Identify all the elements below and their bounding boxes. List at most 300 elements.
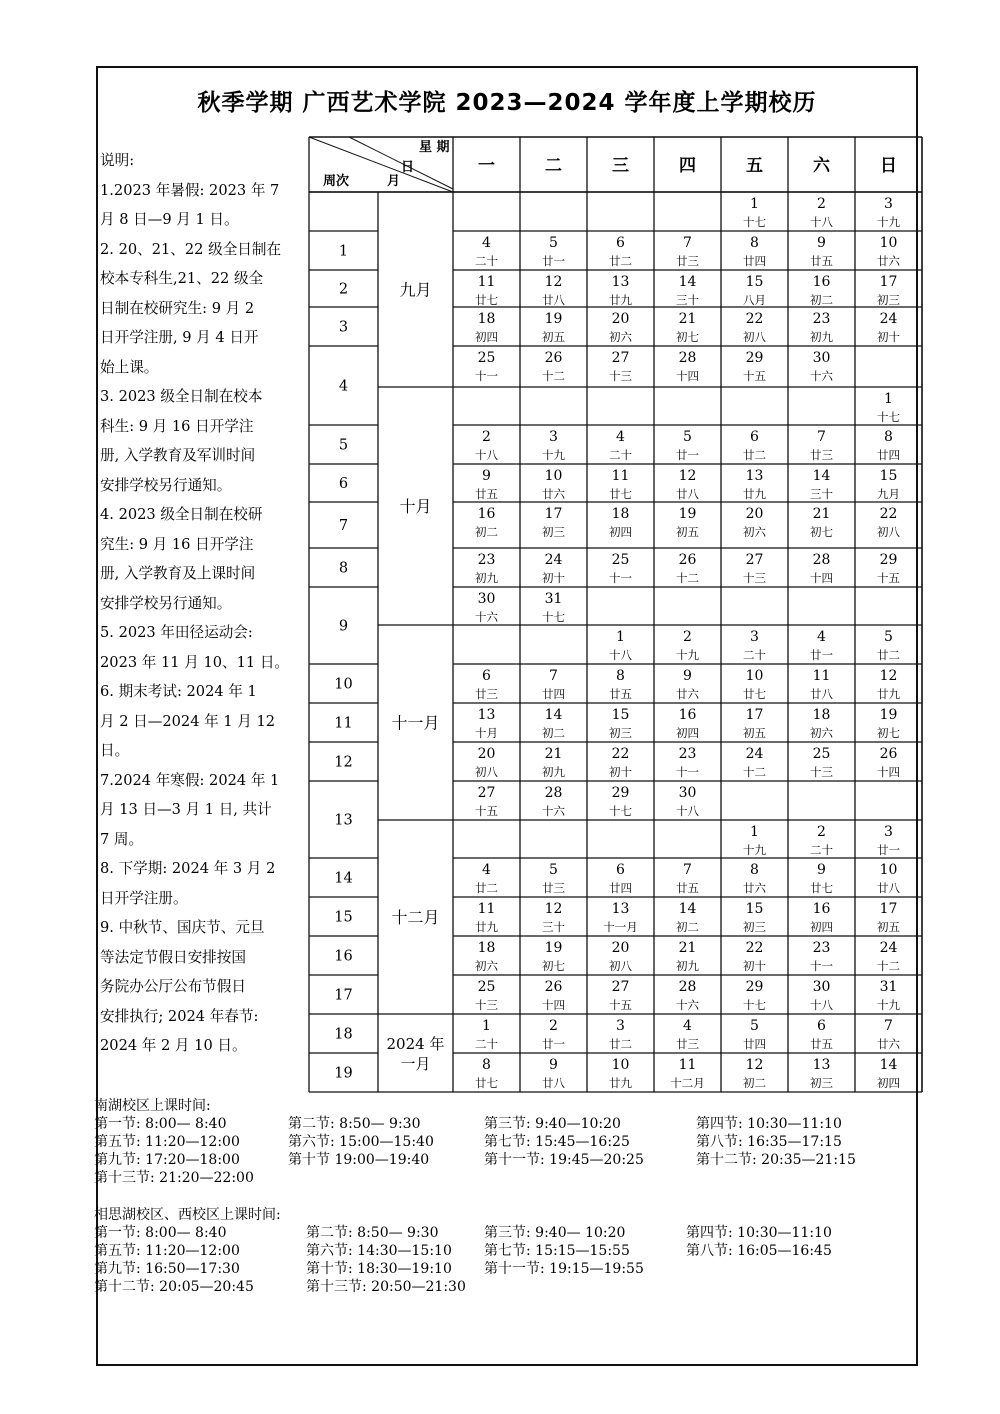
day-number: 14 [544,707,563,723]
day-number: 5 [549,235,558,251]
lunar-day: 廿四 [743,1037,766,1051]
day-number: 2 [817,824,826,840]
day-number: 25 [812,746,831,762]
note-line: 究生: 9 月 16 日开学注 [100,535,254,553]
note-line: 8. 下学期: 2024 年 3 月 2 [100,860,276,877]
day-number: 13 [611,901,630,917]
header-day-label: 日 [401,160,415,175]
lunar-day: 初三 [743,920,766,934]
day-number: 23 [812,311,831,327]
lunar-day: 初六 [475,959,498,973]
lunar-day: 廿六 [743,881,766,895]
day-number: 12 [544,901,563,917]
day-number: 12 [745,1057,764,1073]
day-number: 5 [884,629,893,645]
lunar-day: 廿四 [609,881,632,895]
note-line: 务院办公厅公布节假日 [100,978,246,995]
lunar-day: 廿八 [542,1076,565,1090]
note-line: 等法定节假日安排按国 [100,948,246,966]
weekday-header: 二 [545,156,562,176]
day-number: 28 [544,785,563,801]
lunar-day: 初四 [877,1076,900,1090]
week-number: 12 [334,754,353,771]
lunar-day: 廿三 [676,1037,699,1051]
lunar-day: 八月 [743,293,766,307]
day-number: 26 [678,552,697,568]
day-number: 23 [678,746,697,762]
lunar-day: 十一月 [603,920,638,934]
note-line: 安排学校另行通知。 [100,476,232,494]
lunar-day: 廿二 [475,881,498,895]
month-label: 十二月 [391,908,440,927]
note-line: 日开学注册。 [100,889,188,907]
schedule-item: 第四节: 10:30—11:10 [696,1116,842,1132]
week-number: 8 [338,560,349,577]
month-label: 十月 [399,497,432,516]
day-number: 17 [544,506,563,522]
lunar-day: 初四 [475,330,498,344]
lunar-day: 初五 [743,726,766,740]
day-number: 26 [544,350,563,366]
lunar-day: 十九 [877,998,900,1012]
lunar-day: 三十 [810,487,833,501]
lunar-day: 廿九 [475,920,498,934]
week-number: 13 [334,812,353,829]
day-number: 17 [745,707,764,723]
lunar-day: 十七 [743,998,766,1012]
lunar-day: 初二 [743,1076,766,1090]
note-line: 6. 期末考试: 2024 年 1 [100,683,257,700]
day-number: 2 [482,429,491,445]
day-number: 7 [683,862,692,878]
lunar-day: 初九 [542,765,565,779]
day-number: 31 [544,591,563,607]
weekday-header: 六 [813,156,830,176]
lunar-day: 廿七 [810,881,833,895]
day-number: 8 [750,235,759,251]
schedule-xiangsi-heading: 相思湖校区、西校区上课时间: [94,1207,281,1223]
day-number: 9 [482,468,491,484]
schedule-item: 第九节: 17:20—18:00 [94,1152,240,1168]
lunar-day: 初三 [542,525,565,539]
weekday-header: 一 [478,156,495,176]
header-weekday-label: 星 期 [419,140,450,155]
schedule-item: 第四节: 10:30—11:10 [686,1225,832,1241]
lunar-day: 十二月 [670,1076,705,1090]
lunar-day: 十三 [743,571,766,585]
lunar-day: 九月 [877,487,900,501]
day-number: 21 [678,311,697,327]
lunar-day: 十三 [810,765,833,779]
lunar-day: 初九 [475,571,498,585]
day-number: 29 [745,350,764,366]
day-number: 14 [812,468,831,484]
lunar-day: 廿四 [542,687,565,701]
lunar-day: 十七 [542,610,565,624]
week-number: 14 [334,870,353,887]
lunar-day: 初五 [676,525,699,539]
day-number: 14 [678,274,697,290]
lunar-day: 十五 [475,804,498,818]
note-line: 2024 年 2 月 10 日。 [100,1037,247,1054]
day-number: 3 [884,196,893,212]
week-number: 1 [338,243,349,260]
lunar-day: 廿五 [810,254,833,268]
day-number: 4 [482,235,491,251]
lunar-day: 初九 [676,959,699,973]
day-number: 14 [879,1057,898,1073]
lunar-day: 十六 [810,369,833,383]
lunar-day: 三十 [676,293,699,307]
schedule-item: 第八节: 16:35—17:15 [696,1134,842,1150]
week-number: 5 [338,437,349,454]
lunar-day: 廿一 [542,254,565,268]
lunar-day: 廿五 [676,881,699,895]
day-number: 14 [678,901,697,917]
day-number: 17 [879,901,898,917]
lunar-day: 廿八 [810,687,833,701]
day-number: 1 [750,824,759,840]
lunar-day: 初十 [743,959,766,973]
day-number: 16 [678,707,697,723]
week-number: 3 [338,319,349,336]
lunar-day: 廿七 [743,687,766,701]
note-line: 校本专科生,21、22 级全 [100,270,264,287]
schedule-item: 第一节: 8:00— 8:40 [94,1116,227,1132]
day-number: 27 [611,979,630,995]
lunar-day: 廿九 [743,487,766,501]
day-number: 28 [678,979,697,995]
schedule-item: 第五节: 11:20—12:00 [94,1243,240,1259]
day-number: 7 [884,1018,893,1034]
lunar-day: 十二 [676,571,699,585]
lunar-day: 初七 [676,330,699,344]
lunar-day: 十八 [810,998,833,1012]
day-number: 27 [611,350,630,366]
weekday-header: 四 [679,156,696,176]
lunar-day: 初六 [609,330,632,344]
week-number: 2 [338,281,349,298]
lunar-day: 初七 [877,726,900,740]
header-month-label: 月 [387,174,401,189]
day-number: 24 [879,940,898,956]
day-number: 30 [678,785,697,801]
schedule-item: 第三节: 9:40—10:20 [484,1116,621,1132]
day-number: 12 [879,668,898,684]
day-number: 25 [477,979,496,995]
note-line: 2. 20、21、22 级全日制在 [100,240,282,258]
day-number: 6 [616,235,625,251]
note-line: 4. 2023 级全日制在校研 [100,506,263,523]
lunar-day: 廿三 [475,687,498,701]
week-number: 18 [334,1026,353,1043]
weekday-header: 日 [880,156,897,176]
lunar-day: 初二 [475,525,498,539]
day-number: 8 [482,1057,491,1073]
week-number: 4 [338,378,349,395]
schedule-item: 第十节: 18:30—19:10 [306,1261,452,1277]
week-number: 16 [334,948,353,965]
day-number: 24 [745,746,764,762]
class-schedule [94,1098,904,1296]
lunar-day: 廿七 [475,1076,498,1090]
lunar-day: 廿三 [676,254,699,268]
day-number: 13 [477,707,496,723]
week-number: 10 [334,676,353,693]
day-number: 6 [482,668,491,684]
lunar-day: 初八 [877,525,900,539]
day-number: 21 [678,940,697,956]
day-number: 9 [683,668,692,684]
lunar-day: 初十 [877,330,900,344]
day-number: 27 [477,785,496,801]
lunar-day: 廿九 [609,293,632,307]
day-number: 4 [683,1018,692,1034]
lunar-day: 初八 [609,959,632,973]
day-number: 12 [678,468,697,484]
lunar-day: 廿六 [877,254,900,268]
day-number: 11 [477,274,496,290]
lunar-day: 初二 [810,293,833,307]
lunar-day: 廿四 [743,254,766,268]
lunar-day: 初四 [810,920,833,934]
schedule-nanhu-grid [94,1115,904,1187]
header-week-label: 周次 [323,174,350,189]
lunar-day: 廿二 [609,1037,632,1051]
lunar-day: 十九 [542,448,565,462]
day-number: 22 [745,940,764,956]
day-number: 10 [611,1057,630,1073]
day-number: 21 [812,506,831,522]
day-number: 5 [683,429,692,445]
note-line: 安排执行; 2024 年春节: [100,1007,259,1025]
day-number: 8 [750,862,759,878]
schedule-item: 第二节: 8:50— 9:30 [306,1225,439,1241]
lunar-day: 廿六 [676,687,699,701]
page-title: 秋季学期 广西艺术学院 2023—2024 学年度上学期校历 [197,90,817,116]
schedule-item: 第七节: 15:15—15:55 [484,1243,630,1259]
week-number: 17 [334,987,353,1004]
day-number: 29 [611,785,630,801]
lunar-day: 初二 [676,920,699,934]
note-line: 7 周。 [100,830,144,848]
lunar-day: 二十 [475,1037,498,1051]
day-number: 10 [879,862,898,878]
day-number: 25 [477,350,496,366]
day-number: 15 [745,901,764,917]
day-number: 1 [482,1018,491,1034]
lunar-day: 廿三 [542,881,565,895]
lunar-day: 十四 [676,369,699,383]
day-number: 3 [616,1018,625,1034]
day-number: 23 [812,940,831,956]
day-number: 2 [683,629,692,645]
day-number: 29 [745,979,764,995]
day-number: 22 [745,311,764,327]
lunar-day: 十六 [542,804,565,818]
lunar-day: 十八 [810,215,833,229]
day-number: 22 [879,506,898,522]
day-number: 21 [544,746,563,762]
day-number: 8 [616,668,625,684]
lunar-day: 初十 [542,571,565,585]
day-number: 16 [812,274,831,290]
day-number: 1 [750,196,759,212]
note-line: 2023 年 11 月 10、11 日。 [100,653,290,671]
day-number: 4 [482,862,491,878]
note-line: 月 8 日—9 月 1 日。 [100,211,239,228]
lunar-day: 十八 [475,448,498,462]
day-number: 1 [616,629,625,645]
lunar-day: 廿二 [877,648,900,662]
schedule-item: 第六节: 15:00—15:40 [288,1134,434,1150]
note-line: 册, 入学教育及军训时间 [100,447,256,464]
lunar-day: 十九 [676,648,699,662]
day-number: 9 [549,1057,558,1073]
day-number: 15 [879,468,898,484]
lunar-day: 十一 [609,571,632,585]
week-number: 9 [338,618,349,635]
lunar-day: 廿五 [810,1037,833,1051]
lunar-day: 十三 [475,998,498,1012]
lunar-day: 十九 [743,843,766,857]
day-number: 15 [611,707,630,723]
lunar-day: 廿七 [609,487,632,501]
note-line: 日开学注册, 9 月 4 日开 [100,329,259,346]
lunar-day: 初三 [810,1076,833,1090]
schedule-xiangsi [94,1207,904,1296]
day-number: 29 [879,552,898,568]
lunar-day: 初九 [810,330,833,344]
lunar-day: 廿九 [609,1076,632,1090]
day-number: 27 [745,552,764,568]
lunar-day: 初四 [609,525,632,539]
lunar-day: 十一 [475,369,498,383]
week-number: 15 [334,909,353,926]
schedule-item: 第八节: 16:05—16:45 [686,1243,832,1259]
note-line: 月 2 日—2024 年 1 月 12 [100,712,276,730]
lunar-day: 十一 [810,959,833,973]
lunar-day: 初六 [810,726,833,740]
day-number: 15 [745,274,764,290]
lunar-day: 十四 [542,998,565,1012]
lunar-day: 十五 [743,369,766,383]
lunar-day: 二十 [475,254,498,268]
lunar-day: 廿一 [810,648,833,662]
lunar-day: 十六 [676,998,699,1012]
day-number: 19 [544,311,563,327]
lunar-day: 初四 [676,726,699,740]
lunar-day: 廿二 [743,448,766,462]
schedule-item: 第十一节: 19:15—19:55 [484,1261,644,1277]
day-number: 3 [884,824,893,840]
day-number: 4 [616,429,625,445]
lunar-day: 廿八 [877,881,900,895]
schedule-item: 第六节: 14:30—15:10 [306,1243,452,1259]
day-number: 7 [683,235,692,251]
note-line: 册, 入学教育及上课时间 [100,565,256,582]
day-number: 26 [544,979,563,995]
lunar-day: 十七 [743,215,766,229]
lunar-day: 十七 [609,804,632,818]
lunar-day: 三十 [542,920,565,934]
lunar-day: 十一 [676,765,699,779]
day-number: 18 [477,311,496,327]
day-number: 13 [812,1057,831,1073]
lunar-day: 十二 [542,369,565,383]
note-line: 5. 2023 年田径运动会: [100,624,253,641]
day-number: 7 [817,429,826,445]
day-number: 3 [549,429,558,445]
lunar-day: 廿三 [810,448,833,462]
day-number: 5 [750,1018,759,1034]
lunar-day: 廿五 [475,487,498,501]
schedule-item: 第十节 19:00—19:40 [288,1152,430,1168]
day-number: 19 [544,940,563,956]
note-line: 始上课。 [100,358,159,376]
note-line: 日。 [100,742,130,759]
day-number: 25 [611,552,630,568]
schedule-item: 第十三节: 20:50—21:30 [306,1279,466,1295]
schedule-item: 第一节: 8:00— 8:40 [94,1225,227,1241]
lunar-day: 初十 [609,765,632,779]
weekday-header: 三 [612,156,629,176]
day-number: 16 [812,901,831,917]
lunar-day: 十四 [877,765,900,779]
day-number: 9 [817,235,826,251]
day-number: 31 [879,979,898,995]
lunar-day: 廿六 [542,487,565,501]
lunar-day: 初五 [877,920,900,934]
day-number: 18 [812,707,831,723]
weekday-header: 五 [746,156,763,176]
week-number: 6 [338,476,349,492]
lunar-day: 初三 [609,726,632,740]
lunar-day: 廿一 [676,448,699,462]
lunar-day: 十八 [676,804,699,818]
day-number: 20 [611,311,630,327]
lunar-day: 十五 [609,998,632,1012]
day-number: 30 [812,979,831,995]
note-line: 7.2024 年寒假: 2024 年 1 [100,771,280,789]
note-line: 9. 中秋节、国庆节、元旦 [100,919,265,936]
day-number: 23 [477,552,496,568]
day-number: 28 [812,552,831,568]
day-number: 30 [477,591,496,607]
schedule-item: 第十二节: 20:35—21:15 [696,1152,856,1168]
day-number: 26 [879,746,898,762]
note-line: 日制在校研究生: 9 月 2 [100,299,255,317]
day-number: 19 [678,506,697,522]
note-line: 1.2023 年暑假: 2023 年 7 [100,181,280,199]
note-line: 月 13 日—3 月 1 日, 共计 [100,801,272,818]
note-line: 安排学校另行通知。 [100,594,232,612]
lunar-day: 廿八 [542,293,565,307]
lunar-day: 廿一 [542,1037,565,1051]
lunar-day: 十四 [810,571,833,585]
month-label: 九月 [399,280,432,300]
lunar-day: 廿九 [877,687,900,701]
day-number: 18 [611,506,630,522]
lunar-day: 廿五 [609,687,632,701]
day-number: 2 [549,1018,558,1034]
lunar-day: 初五 [542,330,565,344]
lunar-day: 十六 [475,610,498,624]
schedule-item: 第九节: 16:50—17:30 [94,1261,240,1277]
note-line: 3. 2023 级全日制在校本 [100,388,263,405]
day-number: 10 [879,235,898,251]
lunar-day: 十二 [743,765,766,779]
